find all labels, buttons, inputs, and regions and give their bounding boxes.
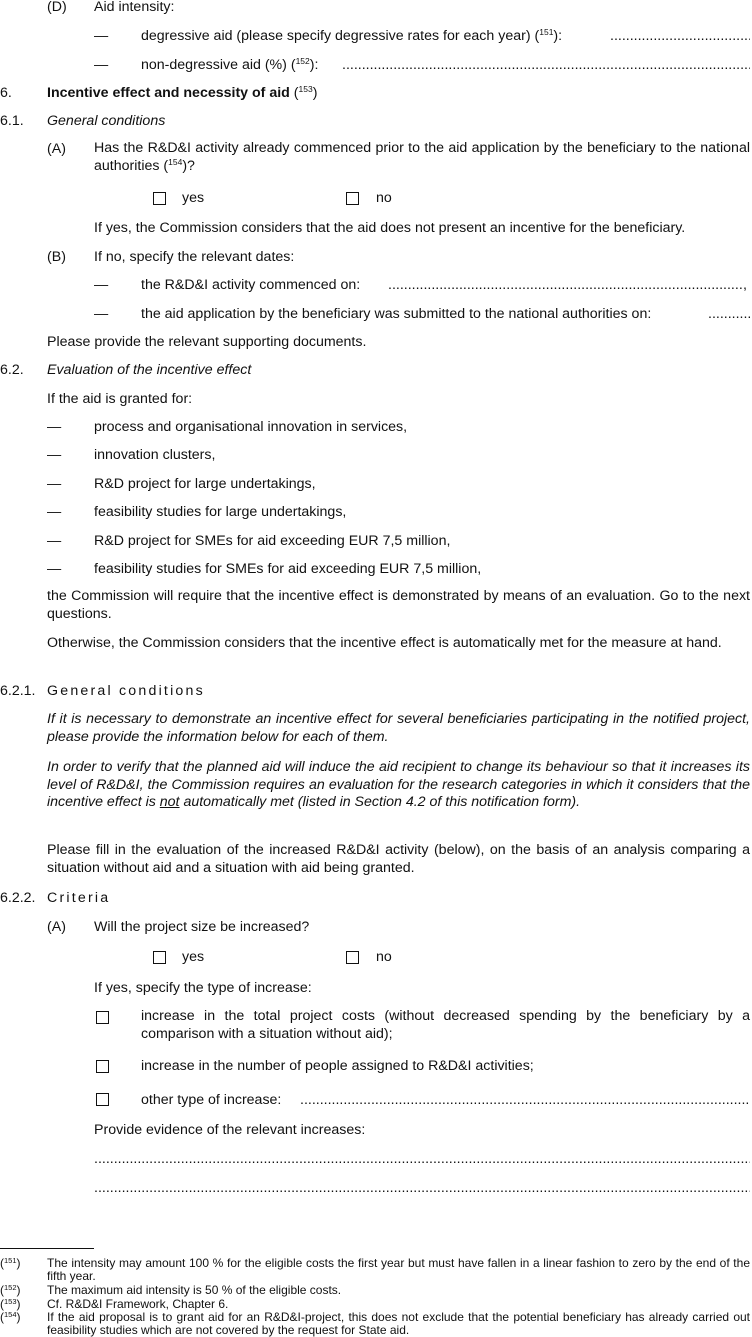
dash-bullet: —	[94, 28, 109, 44]
research-categories-text: In order to verify that the planned aid will induce the aid recipient to change its behaviour so that it increases its level of R&D&I, the Commission requires an evaluation for the research categories in which it considers that the incentive effect is not automatically met (listed in Section 4.2 of this notification form).	[47, 759, 750, 810]
section-62-heading: Evaluation of the incentive effect	[47, 362, 252, 378]
several-beneficiaries-text: If it is necessary to demonstrate an incentive effect for several beneficiaries participating in the notified project, please provide the information below for each of them.	[47, 711, 750, 745]
item-label-d: (D)	[47, 0, 67, 15]
yes-checkbox[interactable]	[153, 951, 166, 964]
comma: ,	[743, 277, 747, 293]
dash-bullet: —	[47, 476, 62, 492]
footnote-separator	[0, 1248, 94, 1249]
footnote-ref-154: 154	[168, 156, 183, 167]
yes-checkbox[interactable]	[153, 192, 166, 205]
list-item: process and organisational innovation in services,	[94, 419, 408, 435]
other-increase-field[interactable]	[300, 1091, 750, 1109]
evaluation-required-text: the Commission will require that the incentive effect is demonstrated by means of an evaluation. Go to the next questions.	[47, 588, 750, 622]
people-assigned-option: increase in the number of people assigned to R&D&I activities;	[141, 1058, 534, 1074]
commenced-question: Has the R&D&I activity already commenced prior to the aid application by the beneficiary to the national authorities ($^{154}$)?	[94, 140, 750, 174]
increase-type-label: If yes, specify the type of increase:	[94, 980, 312, 996]
footnote-marker: ($^{151}$)	[0, 1256, 21, 1270]
footnote-ref-151: 151	[539, 27, 554, 37]
evidence-field-line-2[interactable]	[94, 1179, 750, 1197]
footnote-152: The maximum aid intensity is 50 % of the eligible costs.	[47, 1283, 342, 1297]
item-label-b: (B)	[47, 249, 66, 265]
project-size-question: Will the project size be increased?	[94, 919, 310, 935]
section-61-heading: General conditions	[47, 113, 166, 129]
dash-bullet: —	[94, 57, 109, 73]
section-number: 6.2.2.	[0, 890, 36, 906]
dash-bullet: —	[47, 533, 62, 549]
other-increase-label: other type of increase:	[141, 1092, 282, 1108]
supporting-docs-note: Please provide the relevant supporting documents.	[47, 334, 367, 350]
submitted-on-label: the aid application by the beneficiary was submitted to the national authorities on:	[141, 306, 652, 322]
nondegressive-aid-label: non-degressive aid (%) ($^{152}$):	[141, 56, 319, 73]
footnote-marker: ($^{152}$)	[0, 1283, 21, 1297]
no-checkbox[interactable]	[346, 192, 359, 205]
granted-for-intro: If the aid is granted for:	[47, 391, 193, 407]
item-label-a: (A)	[47, 919, 66, 935]
total-costs-checkbox[interactable]	[96, 1011, 109, 1024]
no-incentive-note: If yes, the Commission considers that the aid does not present an incentive for the beneficiary.	[94, 220, 686, 236]
footnote-ref-153: 153	[298, 84, 313, 94]
section-6-heading: Incentive effect and necessity of aid ($^{153}$)	[47, 84, 318, 101]
degressive-aid-field[interactable]	[610, 27, 750, 45]
dash-bullet: —	[94, 277, 109, 293]
section-number: 6.2.	[0, 362, 24, 378]
yes-label: yes	[182, 949, 205, 965]
submitted-on-field[interactable]	[708, 305, 750, 323]
no-label: no	[376, 190, 392, 206]
commenced-on-field[interactable]	[388, 276, 742, 294]
yes-label: yes	[182, 190, 205, 206]
list-item: feasibility studies for large undertakings,	[94, 504, 347, 520]
total-costs-option: increase in the total project costs (without decreased spending by the beneficiary by a comparison with a situation without aid);	[141, 1008, 750, 1042]
footnote-154: If the aid proposal is to grant aid for an R&D&I-project, this does not exclude that the potential beneficiary has already carried out feasibility studies which are not covered by the request for State aid.	[47, 1310, 750, 1337]
other-increase-checkbox[interactable]	[96, 1093, 109, 1106]
evidence-label: Provide evidence of the relevant increases:	[94, 1122, 366, 1138]
nondegressive-aid-field[interactable]	[342, 56, 750, 74]
dash-bullet: —	[94, 306, 109, 322]
footnote-153: Cf. R&D&I Framework, Chapter 6.	[47, 1297, 229, 1311]
section-number: 6.	[0, 85, 12, 101]
footnote-ref-152: 152	[295, 56, 310, 66]
dash-bullet: —	[47, 419, 62, 435]
section-number: 6.1.	[0, 113, 24, 129]
fill-evaluation-text: Please fill in the evaluation of the increased R&D&I activity (below), on the basis of an analysis comparing a situation without aid and a situation with aid being granted.	[47, 842, 750, 876]
list-item: feasibility studies for SMEs for aid exceeding EUR 7,5 million,	[94, 561, 482, 577]
aid-intensity-title: Aid intensity:	[94, 0, 175, 15]
evidence-field-line-1[interactable]	[94, 1150, 750, 1168]
relevant-dates-label: If no, specify the relevant dates:	[94, 249, 295, 265]
list-item: R&D project for large undertakings,	[94, 476, 316, 492]
automatically-met-text: Otherwise, the Commission considers that the incentive effect is automatically met for the measure at hand.	[47, 635, 722, 651]
list-item: R&D project for SMEs for aid exceeding EUR 7,5 million,	[94, 533, 451, 549]
item-label-a: (A)	[47, 141, 66, 157]
section-622-heading: Criteria	[47, 890, 111, 906]
footnote-151: The intensity may amount 100 % for the eligible costs the first year but must have fallen in a linear fashion to zero by the end of the fifth year.	[47, 1256, 750, 1284]
no-label: no	[376, 949, 392, 965]
degressive-aid-label: degressive aid (please specify degressive rates for each year) ($^{151}$):	[141, 27, 563, 44]
dash-bullet: —	[47, 561, 62, 577]
footnote-marker: ($^{153}$)	[0, 1297, 21, 1311]
commenced-on-label: the R&D&I activity commenced on:	[141, 277, 361, 293]
no-checkbox[interactable]	[346, 951, 359, 964]
section-621-heading: General conditions	[47, 683, 205, 699]
dash-bullet: —	[47, 504, 62, 520]
list-item: innovation clusters,	[94, 447, 216, 463]
people-assigned-checkbox[interactable]	[96, 1060, 109, 1073]
section-number: 6.2.1.	[0, 683, 36, 699]
dash-bullet: —	[47, 447, 62, 463]
footnote-marker: ($^{154}$)	[0, 1310, 21, 1324]
